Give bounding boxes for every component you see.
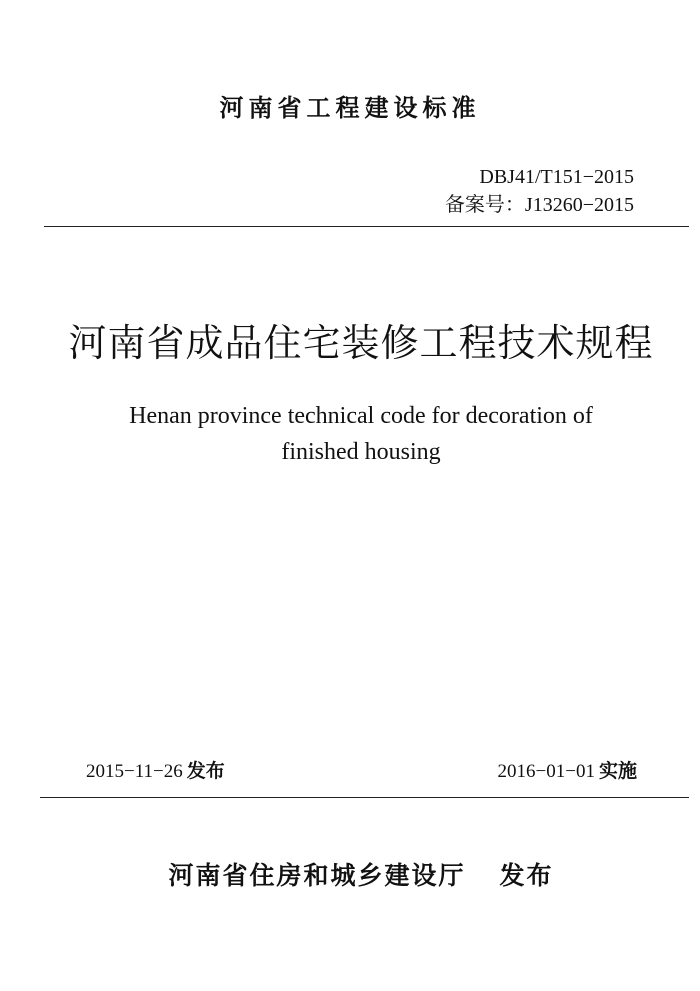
english-title	[0, 398, 700, 470]
issue-date-block	[86, 756, 225, 783]
series-title: 河南省工程建设标准	[219, 94, 481, 122]
english-title-line-2: finished housing	[281, 439, 441, 465]
record-number: 备案号：J13260−2015	[444, 194, 634, 216]
effective-date: 2016−01−01	[497, 761, 595, 782]
publisher-name: 河南省住房和城乡建设厅	[168, 861, 466, 890]
issue-label: 发布	[186, 760, 225, 782]
standard-number: DBJ41/T151−2015	[479, 166, 634, 188]
top-divider	[44, 226, 689, 227]
effective-date-block	[498, 756, 637, 783]
publisher-action: 发布	[499, 861, 554, 890]
publisher-line	[0, 856, 700, 892]
english-title-line-1: Henan province technical code for decoration of	[129, 403, 593, 429]
effective-label: 实施	[598, 760, 637, 782]
standard-code-block	[445, 163, 634, 219]
issue-date: 2015−11−26	[86, 761, 183, 782]
document-title: 河南省成品住宅装修工程技术规程	[68, 321, 654, 365]
bottom-divider	[40, 797, 689, 798]
